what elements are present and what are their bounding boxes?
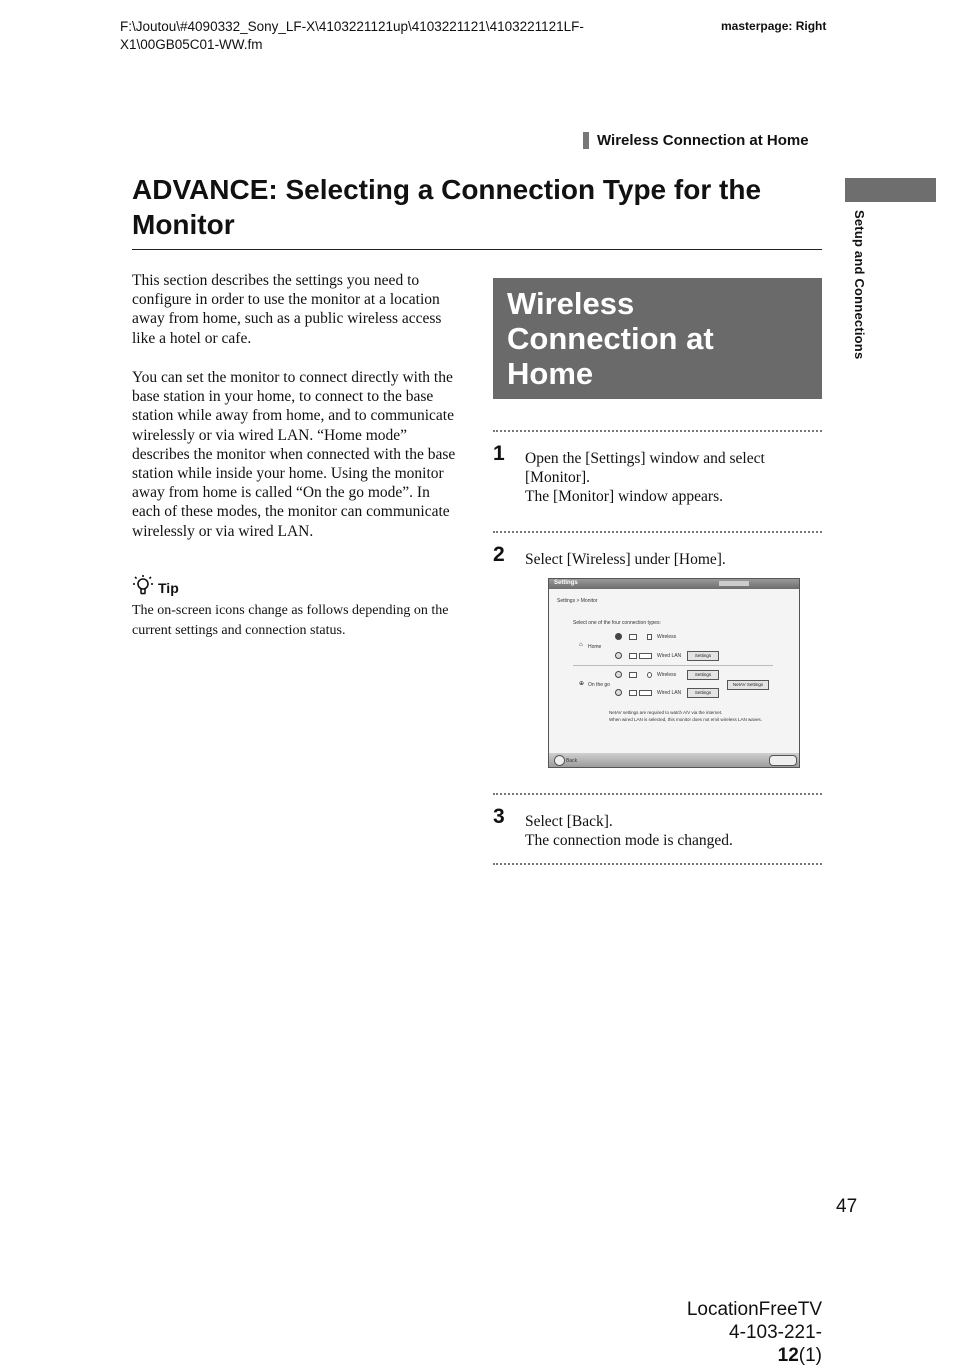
screenshot-onthego-label: On the go: [588, 682, 610, 688]
monitor-settings-screenshot: [548, 578, 800, 768]
status-icons: [719, 581, 749, 586]
intro-paragraph-2: You can set the monitor to connect directly with the base station in your home, to connect to the base station while away from home, and to communicate wirelessly or via wired LAN. “Home mode” describes the monitor when connected with the base station while inside your home. Using the monitor away from home is called “On the go mode”. In each of these modes, the monitor can communicate wirelessly or via wired LAN.: [132, 369, 456, 540]
step-text-1: [525, 449, 820, 507]
step-3-line-1: Select [Back].: [525, 813, 613, 830]
dotted-divider: [493, 863, 822, 865]
step-text-2: Select [Wireless] under [Home].: [525, 551, 726, 568]
access-point-icon: [647, 672, 652, 678]
file-path: F:\Joutou\#4090332_Sony_LF-X\4103221121up\4103221121\4103221121LF-X1\00GB05C01-WW.fm: [120, 19, 584, 52]
cable-icon: [639, 690, 652, 696]
onthego-wireless-settings-button[interactable]: Settings: [687, 670, 719, 680]
screenshot-note-2: When wired LAN is selected, this monitor does not emit wireless LAN waves.: [609, 717, 763, 722]
dotted-divider: [493, 531, 822, 533]
intro-paragraph-1: This section describes the settings you need to configure in order to use the monitor at a location away from home, such as a public wireless access like a hotel or cafe.: [132, 272, 442, 347]
product-code-bold: 12: [777, 1345, 799, 1366]
screenshot-home-label: Home: [588, 644, 602, 650]
back-icon[interactable]: [554, 755, 565, 766]
home-wired-label: Wired LAN: [657, 653, 682, 659]
monitor-icon: [629, 690, 637, 696]
lightbulb-icon: [132, 574, 154, 601]
screenshot-title: Settings: [554, 580, 578, 586]
screenshot-title-bar: [549, 579, 799, 589]
product-code-prefix: 4-103-221-: [729, 1322, 822, 1343]
monitor-icon: [629, 634, 637, 640]
screenshot-back-label[interactable]: Back: [566, 758, 578, 764]
dotted-divider: [493, 430, 822, 432]
page-title: ADVANCE: Selecting a Connection Type for the Monitor: [132, 174, 762, 240]
section-title: Wireless Connection at Home: [507, 286, 714, 391]
monitor-icon: [629, 672, 637, 678]
product-code-suffix: (1): [798, 1345, 822, 1366]
base-station-icon: [647, 634, 652, 640]
title-rule: [132, 249, 822, 250]
running-head: [583, 132, 809, 149]
tip-label: Tip: [158, 579, 179, 596]
home-wired-settings-button[interactable]: Settings: [687, 651, 719, 661]
monitor-icon: [629, 653, 637, 659]
onthego-wired-settings-button[interactable]: Settings: [687, 688, 719, 698]
tip-header: [132, 574, 179, 601]
onthego-wired-label: Wired LAN: [657, 690, 682, 696]
masterpage-label: masterpage: Right: [721, 19, 827, 33]
step-1-line-2: The [Monitor] window appears.: [525, 488, 724, 506]
product-info: [686, 1298, 822, 1367]
running-head-bar: [583, 132, 589, 149]
product-name: LocationFreeTV: [686, 1299, 822, 1320]
step-1-line-1: Open the [Settings] window and select [Monitor].: [525, 450, 765, 487]
screenshot-divider: [573, 665, 773, 666]
running-head-text: Wireless Connection at Home: [597, 132, 809, 149]
step-text-3: [525, 812, 820, 850]
radio-onthego-wireless[interactable]: [615, 671, 622, 678]
radio-home-wired[interactable]: [615, 652, 622, 659]
screenshot-breadcrumb: Settings > Monitor: [557, 598, 598, 604]
onthego-wireless-label: Wireless: [657, 672, 677, 678]
radio-home-wireless[interactable]: [615, 633, 622, 640]
menu-icon[interactable]: [769, 755, 797, 766]
step-3-line-2: The connection mode is changed.: [525, 832, 733, 850]
globe-icon: ⊕: [579, 681, 585, 687]
side-tab-label: Setup and Connections: [852, 210, 867, 360]
step-number-1: 1: [493, 442, 505, 465]
cable-icon: [639, 653, 652, 659]
netav-settings-button[interactable]: NetAV Settings: [727, 680, 769, 690]
side-tab: [845, 178, 936, 202]
tip-text: The on-screen icons change as follows depending on the current settings and connection status.: [132, 603, 449, 638]
home-icon: ⌂: [579, 642, 583, 648]
screenshot-bottom-bar: [549, 753, 799, 767]
radio-onthego-wired[interactable]: [615, 689, 622, 696]
page-number: 47: [836, 1196, 858, 1217]
screenshot-note-1: NetAV settings are required to watch A/V via the internet.: [609, 710, 723, 715]
step-number-3: 3: [493, 805, 505, 828]
product-code: [686, 1321, 822, 1367]
dotted-divider: [493, 793, 822, 795]
screenshot-prompt: Select one of the four connection types:: [573, 620, 661, 626]
home-wireless-label: Wireless: [657, 634, 677, 640]
step-number-2: 2: [493, 543, 505, 566]
